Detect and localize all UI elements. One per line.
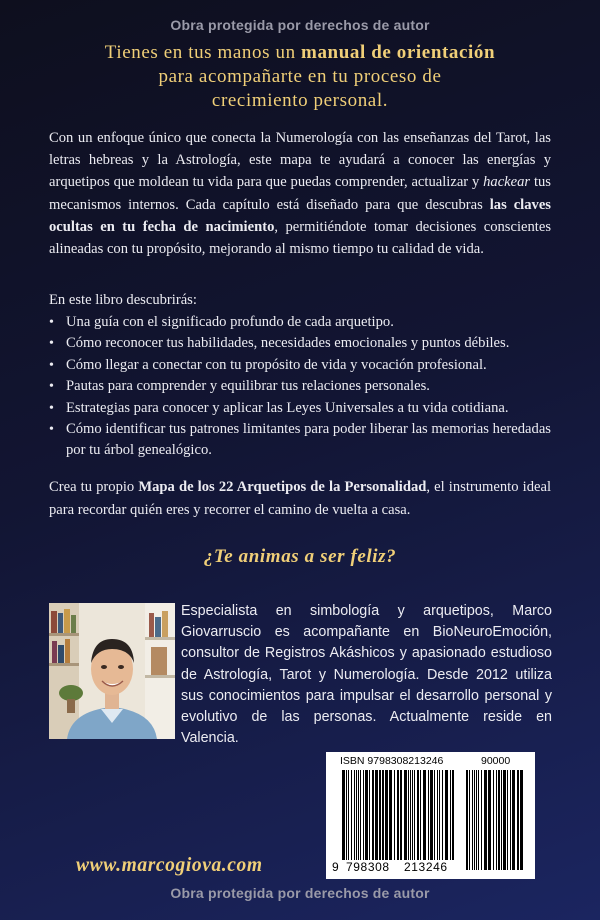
closing-bold-title: Mapa de los 22 Arquetipos de la Personalidad [138, 479, 427, 495]
barcode-bar [420, 770, 421, 860]
tagline-line-1 [40, 41, 560, 65]
barcode-bar [476, 770, 477, 870]
barcode-bar [360, 770, 361, 860]
bullet-icon: • [49, 336, 54, 352]
tagline-bold: manual de orientación [301, 42, 496, 63]
barcode-bar [439, 770, 440, 860]
barcode-bar [356, 770, 357, 860]
question-heading: ¿Te animas a ser feliz? [203, 546, 397, 567]
list-item-text: Cómo identificar tus patrones limitantes para poder liberar las memorias heredadas por tu árbol genealógico. [66, 420, 551, 458]
barcode-bar [394, 770, 395, 860]
barcode-digit-first: 9 [332, 860, 340, 874]
barcode-bar [354, 770, 355, 860]
list-item-text: Pautas para comprender y equilibrar tus relaciones personales. [66, 378, 430, 395]
barcode-bar [430, 770, 433, 860]
barcode-bar [397, 770, 399, 860]
isbn-label: ISBN 9798308213246 [340, 755, 444, 767]
intro-text-1: Con un enfoque único que conecta la Numerología con las enseñanzas del Tarot, las letras hebreas y la Astrología, este mapa te ayudará a conocer las energías y arquetipos que moldean tu vida para que puedas comprender, actualizar y [49, 130, 551, 191]
benefits-list [49, 312, 551, 461]
list-item [49, 312, 551, 333]
intro-bold-phrase: las claves ocultas en tu fecha de nacimiento [49, 196, 551, 235]
list-item-text: Cómo llegar a conectar con tu propósito de vida y vocación profesional. [66, 356, 487, 373]
tagline-line-2: para acompañarte en tu proceso de [158, 66, 442, 87]
barcode-bar [358, 770, 359, 860]
barcode-bar [389, 770, 392, 860]
barcode-bar [404, 770, 407, 860]
author-bio: Especialista en simbología y arquetipos, Marco Giovarruscio es acompañante en BioNeuroEmoción, consultor de Registros Akáshicos y apasionado estudioso de Astrología, Tarot y Numerología. Desde 2012 utiliza sus conocimientos para impulsar el desarrollo personal y evolutivo de las personas. Actualmente reside en Valencia. [181, 603, 552, 747]
barcode-bar [501, 770, 502, 870]
barcode-bar [372, 770, 374, 860]
barcode-digits-right: 213246 [404, 860, 448, 874]
tagline [40, 41, 560, 113]
barcode-bar [496, 770, 497, 870]
intro-italic-word: hackear [483, 174, 531, 191]
barcode-bar [478, 770, 479, 870]
barcode-bar [346, 770, 347, 860]
barcode-bar [351, 770, 352, 860]
list-item [49, 419, 551, 461]
list-item [49, 376, 551, 397]
price-code: 90000 [481, 755, 511, 767]
barcode-bar [493, 770, 494, 870]
barcode-bar [428, 770, 429, 860]
barcode-bar [507, 770, 508, 870]
barcode-bar [414, 770, 415, 860]
list-item-text: Estrategias para conocer y aplicar las Leyes Universales a tu vida cotidiana. [66, 399, 509, 416]
list-item-text: Cómo reconocer tus habilidades, necesidades emocionales y puntos débiles. [66, 335, 510, 352]
barcode-bar [400, 770, 402, 860]
barcode-bar [472, 770, 473, 870]
author-photo [49, 603, 175, 739]
list-item [49, 398, 551, 419]
barcode-bar [466, 770, 468, 870]
intro-text-3: , permitiéndote tomar decisiones conscientes alineadas con tu propósito, mejorando al mismo tiempo tu calidad de vida. [49, 218, 552, 258]
tagline-pre: Tienes en tus manos un [104, 42, 302, 63]
isbn-barcode [326, 752, 535, 879]
barcode-bar [375, 770, 378, 860]
tagline-line-3: crecimiento personal. [211, 90, 389, 111]
closing-text-1: Crea tu propio [49, 479, 139, 495]
intro-paragraph [49, 127, 551, 260]
barcode-bar [423, 770, 426, 860]
barcode-bar [450, 770, 451, 860]
barcode-bar [369, 770, 370, 860]
barcode-bar [365, 770, 368, 860]
barcode-bar [452, 770, 454, 860]
barcode-digits-left: 798308 [346, 860, 390, 874]
barcode-bar [434, 770, 435, 860]
barcode-bar [445, 770, 448, 860]
bullet-icon: • [49, 379, 54, 395]
bullet-icon: • [49, 315, 54, 330]
barcode-bar [342, 770, 345, 860]
barcode-bar [412, 770, 413, 860]
closing-text-2: , el instrumento ideal para recordar quién eres y recorrer el camino de vuelta a casa. [49, 479, 551, 518]
intro-text-2: tus mecanismos internos. Cada capítulo está diseñado para que descubras [49, 174, 551, 213]
barcode-bar [510, 770, 511, 870]
website-url[interactable]: www.marcogiova.com [76, 855, 263, 876]
list-item [49, 355, 551, 376]
barcode-bar [408, 770, 409, 860]
closing-paragraph [49, 476, 551, 521]
barcode-bar [517, 770, 519, 870]
barcode-bar [488, 770, 491, 870]
barcode-bar [348, 770, 349, 860]
barcode-bar [379, 770, 381, 860]
bullet-icon: • [49, 421, 54, 437]
barcode-bar [363, 770, 364, 860]
barcode-bar [503, 770, 506, 870]
bullet-icon: • [49, 400, 54, 416]
barcode-bar [484, 770, 487, 870]
barcode-bar [437, 770, 438, 860]
barcode-bar [382, 770, 384, 860]
barcode-bar [474, 770, 475, 870]
barcode-bar [498, 770, 500, 870]
barcode-bar [417, 770, 419, 860]
copyright-watermark-top: Obra protegida por derechos de autor [170, 17, 430, 33]
list-intro: En este libro descubrirás: [49, 292, 197, 308]
list-item-text: Una guía con el significado profundo de cada arquetipo. [66, 314, 394, 330]
list-item [49, 333, 551, 354]
barcode-bar [385, 770, 388, 860]
bullet-icon: • [49, 357, 54, 373]
barcode-bar [520, 770, 523, 870]
author-portrait-illustration [49, 603, 175, 739]
copyright-watermark-bottom: Obra protegida por derechos de autor [170, 885, 430, 901]
barcode-bar [481, 770, 482, 870]
barcode-bar [442, 770, 443, 860]
barcode-bar [512, 770, 515, 870]
barcode-bar [410, 770, 411, 860]
barcode-bar [469, 770, 470, 870]
